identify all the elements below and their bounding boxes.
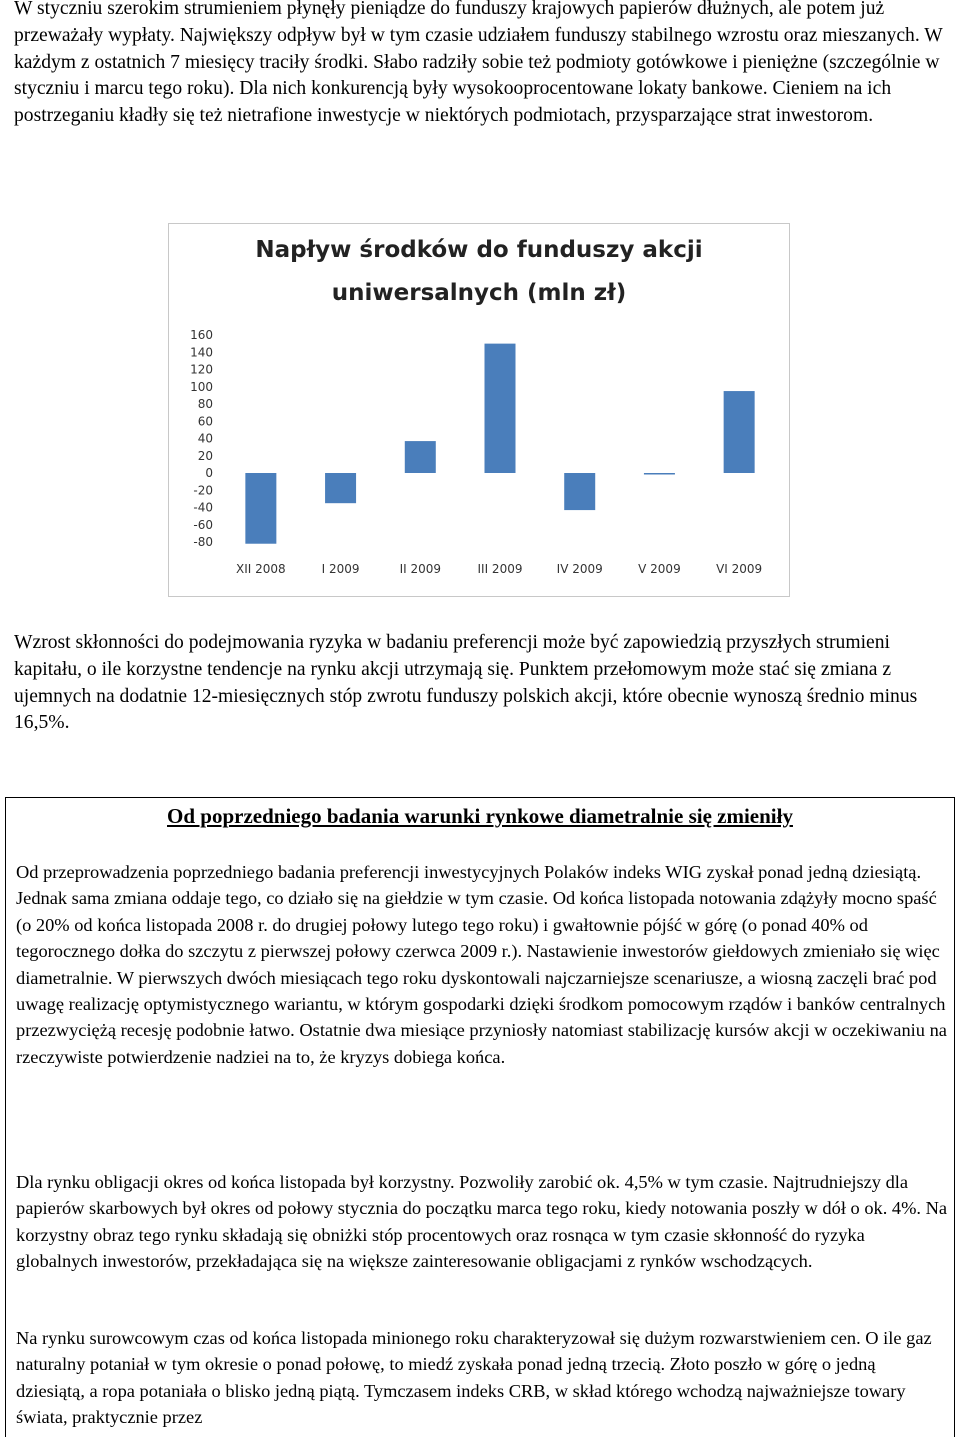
box-paragraph-wig: Od przeprowadzenia poprzedniego badania preferencji inwestycyjnych Polaków indeks WIG zyskał ponad jedną dziesiątą. Jednak sama zmiana oddaje tego, co działo się na giełdzie w tym czasie. Od końca listopada notowania zdążyły mocno spaść (o 20% od końca listopada 2008 r. do drugiej połowy lutego tego roku) i gwałtownie pójść w górę (o ponad 40% od tegorocznego dołka do szczytu z pierwszej połowy czerwca 2009 r.). Nastawienie inwestorów giełdowych zmieniało się więc diametralnie. W pierwszych dwóch miesiącach tego roku dyskontowali najczarniejsze scenariusze, a wiosną zaczęli brać pod uwagę realizację optymistycznego wariantu, w którym gospodarki dzięki środkom pomocowym rządów i banków centralnych przezwyciężą recesję podobnie łatwo. Ostatnie dwa miesiące przyniosły natomiast stabilizację kursów akcji w oczekiwaniu na rzeczywiste potwierdzenie nadziei na to, że kryzys dobiega końca.: [16, 862, 947, 1067]
x-tick-label: V 2009: [638, 562, 681, 576]
y-tick-label: 140: [190, 345, 213, 360]
bar-ii-2009: [405, 441, 436, 473]
intro-paragraph: W styczniu szerokim strumieniem płynęły pieniądze do funduszy krajowych papierów dłużnych, ale potem już przeważały wypłaty. Największy odpływ był w tym czasie udziałem funduszy stabilnego wzrostu oraz mieszanych. W każdym z ostatnich 7 miesięcy traciły środki. Słabo radziły sobie też podmioty gotówkowe i pieniężne (szczególnie w styczniu i marcu tego roku). Dla nich konkurencją były wysokooprocentowane lokaty bankowe. Cieniem na ich postrzeganiu kładły się też nietrafione inwestycje w niektórych podmiotach, przysparzające strat inwestorom.: [14, 0, 943, 127]
box-heading: Od poprzedniego badania warunki rynkowe diametralnie się zmieniły: [167, 804, 793, 828]
bar-iv-2009: [564, 473, 595, 510]
y-tick-label: 80: [197, 397, 213, 411]
chart-title-line2: uniwersalnych (mln zł): [331, 280, 627, 306]
y-tick-label: 100: [190, 379, 213, 394]
y-tick-label: 60: [197, 414, 213, 429]
y-tick-label: 40: [197, 431, 213, 446]
inflow-chart: [168, 223, 790, 597]
bar-xii-2008: [245, 473, 276, 544]
y-tick-label: -60: [193, 517, 213, 532]
y-tick-label: 160: [190, 328, 213, 342]
x-tick-label: II 2009: [399, 562, 442, 576]
bar-vi-2009: [724, 391, 755, 473]
bar-i-2009: [325, 473, 356, 503]
x-tick-label: IV 2009: [556, 562, 603, 576]
chart-title-line1: Napływ środków do funduszy akcji: [255, 237, 703, 263]
bar-iii-2009: [485, 344, 516, 473]
box-paragraph-commodities: Na rynku surowcowym czas od końca listopada minionego roku charakteryzował się dużym rozwarstwieniem cen. O ile gaz naturalny potaniał w tym okresie o ponad połowę, to miedź zyskała ponad jedną trzecią. Złoto poszło w górę o jedną dziesiątą, a ropa potaniała o blisko jedną piątą. Tymczasem indeks CRB, w skład którego wchodzą najważniejsze towary świata, praktycznie przez: [16, 1328, 932, 1428]
chart-plot: [169, 224, 789, 596]
y-tick-label: 20: [197, 448, 213, 463]
y-tick-label: -80: [193, 535, 213, 549]
x-tick-label: XII 2008: [236, 562, 286, 576]
bar-v-2009: [644, 473, 675, 475]
x-tick-label: III 2009: [477, 562, 523, 576]
y-tick-label: -20: [193, 483, 213, 498]
x-tick-label: I 2009: [321, 562, 360, 576]
x-tick-label: VI 2009: [716, 562, 763, 576]
risk-paragraph: Wzrost skłonności do podejmowania ryzyka w badaniu preferencji może być zapowiedzią przyszłych strumieni kapitału, o ile korzystne tendencje na rynku akcji utrzymają się. Punktem przełomowym może stać się zmiana z ujemnych na dodatnie 12-miesięcznych stóp zwrotu funduszy polskich akcji, które obecnie wynoszą średnio minus 16,5%.: [14, 632, 918, 734]
y-tick-label: -40: [193, 500, 213, 515]
y-tick-label: 120: [190, 362, 213, 377]
box-paragraph-bonds: Dla rynku obligacji okres od końca listopada był korzystny. Pozwoliły zarobić ok. 4,5% w tym czasie. Najtrudniejszy dla papierów skarbowych był okres od połowy stycznia do początku marca tego roku, kiedy notowania poszły w dół o ok. 4%. Na korzystny obraz tego rynku składają się obniżki stóp procentowych oraz rosnąca w tym czasie skłonność do ryzyka globalnych inwestorów, przekładająca się na większe zainteresowanie obligacjami z rynków wschodzących.: [16, 1172, 948, 1272]
y-tick-label: 0: [205, 466, 213, 480]
